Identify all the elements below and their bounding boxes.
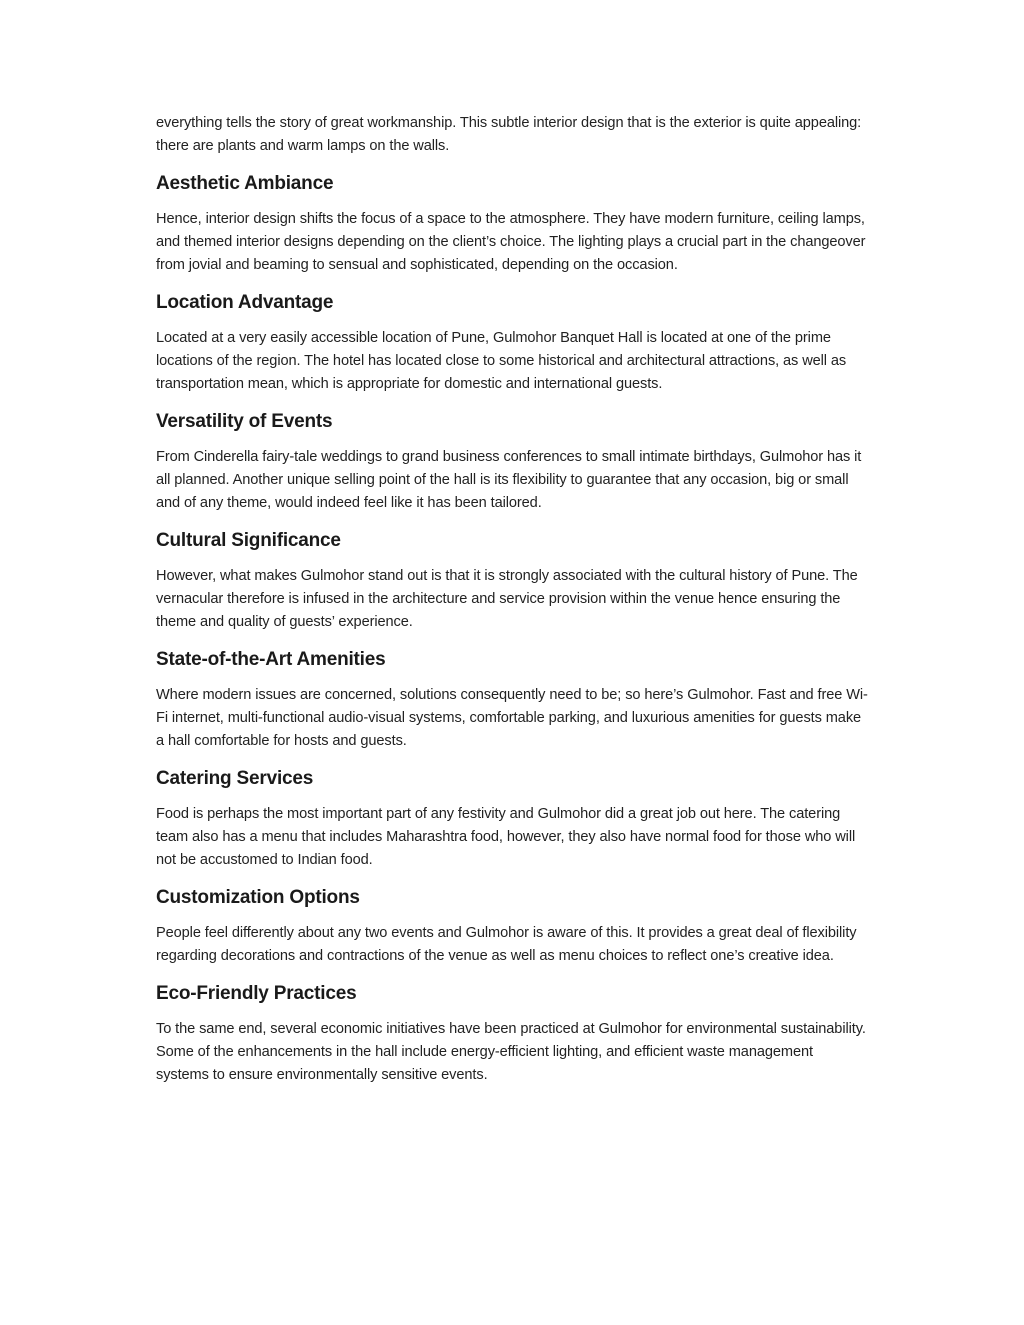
heading-amenities: State-of-the-Art Amenities bbox=[156, 649, 386, 670]
paragraph-aesthetic-ambiance: Hence, interior design shifts the focus of a space to the atmosphere. They have modern furniture, ceiling lamps, and themed interior designs depending on the client’s choice. The lighting plays a crucial part in the changeover from jovial and beaming to sensual and sophisticated, depending on the occasion. bbox=[156, 211, 866, 273]
paragraph-catering-services: Food is perhaps the most important part of any festivity and Gulmohor did a great job out here. The catering team also has a menu that includes Maharashtra food, however, they also have normal food for those who will not be accustomed to Indian food. bbox=[156, 806, 856, 868]
heading-catering-services: Catering Services bbox=[156, 768, 314, 789]
heading-customization-options: Customization Options bbox=[156, 887, 360, 908]
document-page bbox=[156, 112, 868, 1087]
paragraph-cultural-significance: However, what makes Gulmohor stand out is that it is strongly associated with the cultural history of Pune. The vernacular therefore is infused in the architecture and service provision within the venue hence ensuring the theme and quality of guests’ experience. bbox=[156, 568, 858, 630]
intro-paragraph: everything tells the story of great workmanship. This subtle interior design that is the exterior is quite appealing: there are plants and warm lamps on the walls. bbox=[156, 115, 862, 154]
heading-versatility-of-events: Versatility of Events bbox=[156, 411, 333, 432]
paragraph-eco-friendly-practices: To the same end, several economic initiatives have been practiced at Gulmohor for environmental sustainability. Some of the enhancements in the hall include energy-efficient lighting, and efficient waste management systems to ensure environmentally sensitive events. bbox=[156, 1021, 866, 1083]
paragraph-customization-options: People feel differently about any two events and Gulmohor is aware of this. It provides a great deal of flexibility regarding decorations and contractions of the venue as well as menu choices to reflect one’s creative idea. bbox=[156, 925, 857, 964]
heading-cultural-significance: Cultural Significance bbox=[156, 530, 341, 551]
paragraph-versatility-of-events: From Cinderella fairy-tale weddings to grand business conferences to small intimate birthdays, Gulmohor has it all planned. Another unique selling point of the hall is its flexibility to guarantee that any occasion, big or small and of any theme, would indeed feel like it has been tailored. bbox=[156, 449, 862, 511]
heading-location-advantage: Location Advantage bbox=[156, 292, 334, 313]
paragraph-amenities: Where modern issues are concerned, solutions consequently need to be; so here’s Gulmohor. Fast and free Wi-Fi internet, multi-functional audio-visual systems, comfortable parking, and luxurious amenities for guests make a hall comfortable for hosts and guests. bbox=[156, 687, 868, 749]
heading-eco-friendly-practices: Eco-Friendly Practices bbox=[156, 983, 357, 1004]
paragraph-location-advantage: Located at a very easily accessible location of Pune, Gulmohor Banquet Hall is located at one of the prime locations of the region. The hotel has located close to some historical and architectural attractions, as well as transportation mean, which is appropriate for domestic and international guests. bbox=[156, 330, 847, 392]
heading-aesthetic-ambiance: Aesthetic Ambiance bbox=[156, 173, 334, 194]
